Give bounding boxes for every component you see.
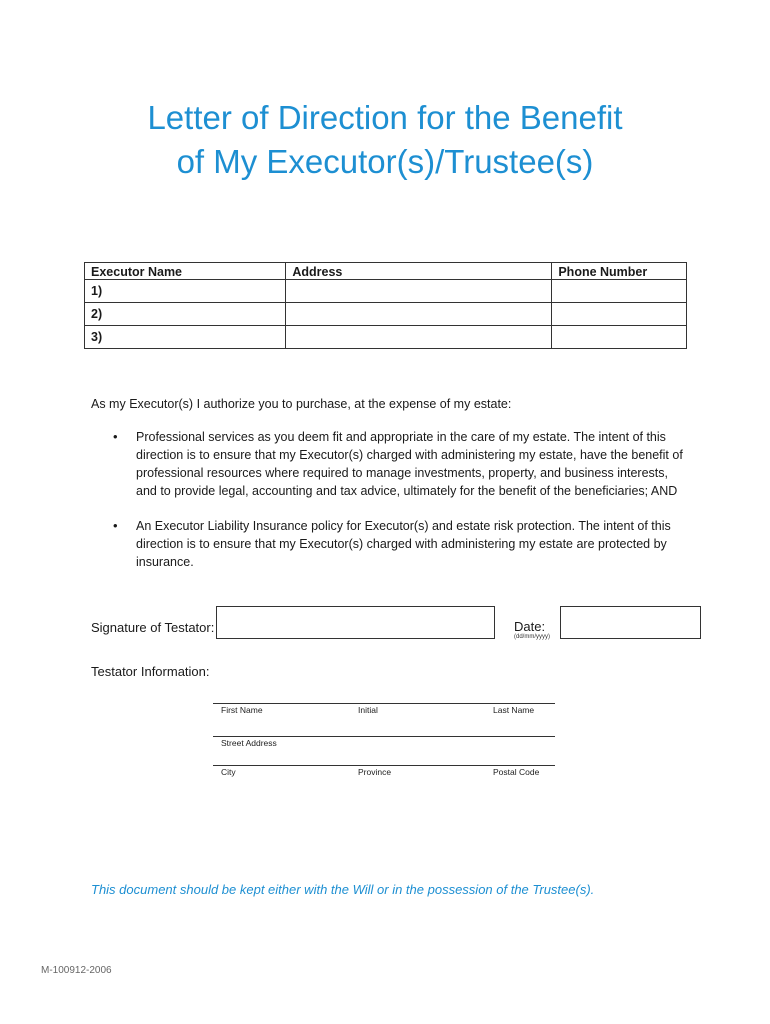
executor-3-name-field[interactable]: 3) — [85, 326, 286, 349]
document-title — [0, 96, 770, 184]
list-item — [113, 428, 683, 500]
header-executor-name: Executor Name — [85, 263, 286, 280]
initial-label: Initial — [358, 705, 378, 715]
province-label: Province — [358, 767, 392, 777]
list-item — [113, 517, 683, 571]
authorization-intro: As my Executor(s) I authorize you to purchase, at the expense of my estate: — [91, 397, 512, 411]
date-format-hint: (dd/mm/yyyy) — [514, 634, 550, 640]
table-header-row — [85, 263, 687, 280]
storage-note: This document should be kept either with the Will or in the possession of the Trustee(s). — [91, 882, 595, 897]
authorization-list — [113, 428, 683, 588]
last-name-label: Last Name — [493, 705, 535, 715]
date-field[interactable] — [560, 606, 701, 639]
table-row — [85, 280, 687, 303]
executor-table — [84, 262, 687, 349]
header-phone-number: Phone Number — [552, 263, 687, 280]
title-line-2: of My Executor(s)/Trustee(s) — [176, 143, 594, 180]
executor-1-phone-field[interactable] — [552, 280, 687, 303]
street-address-label: Street Address — [221, 738, 277, 748]
city-label: City — [221, 767, 236, 777]
title-line-1: Letter of Direction for the Benefit — [147, 99, 623, 136]
form-code: M-100912-2006 — [41, 965, 112, 976]
signature-label: Signature of Testator: — [91, 620, 215, 635]
executor-3-phone-field[interactable] — [552, 326, 687, 349]
bullet-icon: • — [113, 518, 118, 533]
date-label: Date: — [514, 619, 546, 634]
executor-1-name-field[interactable]: 1) — [85, 280, 286, 303]
list-item-text: Professional services as you deem fit and appropriate in the care of my estate. The intent of this direction is to ensure that my Executor(s) charged with administering my estate, have the benefit of professional resources where required to manage investments, property, and business interests, and to provide legal, accounting and tax advice, ultimately for the benefit of the beneficiaries; AND — [136, 430, 683, 498]
table-row — [85, 326, 687, 349]
table-row — [85, 303, 687, 326]
signature-field[interactable] — [216, 606, 495, 639]
executor-1-address-field[interactable] — [286, 280, 552, 303]
bullet-icon: • — [113, 429, 118, 444]
first-name-label: First Name — [221, 705, 263, 715]
name-line-field[interactable] — [213, 703, 555, 704]
header-address: Address — [286, 263, 552, 280]
list-item-text: An Executor Liability Insurance policy for Executor(s) and estate risk protection. The intent of this direction is to ensure that my Executor(s) charged with administering my estate are protected by insurance. — [136, 519, 671, 569]
executor-3-address-field[interactable] — [286, 326, 552, 349]
executor-2-phone-field[interactable] — [552, 303, 687, 326]
city-line-field[interactable] — [213, 765, 555, 766]
street-address-line-field[interactable] — [213, 736, 555, 737]
executor-2-address-field[interactable] — [286, 303, 552, 326]
postal-code-label: Postal Code — [493, 767, 540, 777]
testator-info-label: Testator Information: — [91, 664, 210, 679]
executor-2-name-field[interactable]: 2) — [85, 303, 286, 326]
